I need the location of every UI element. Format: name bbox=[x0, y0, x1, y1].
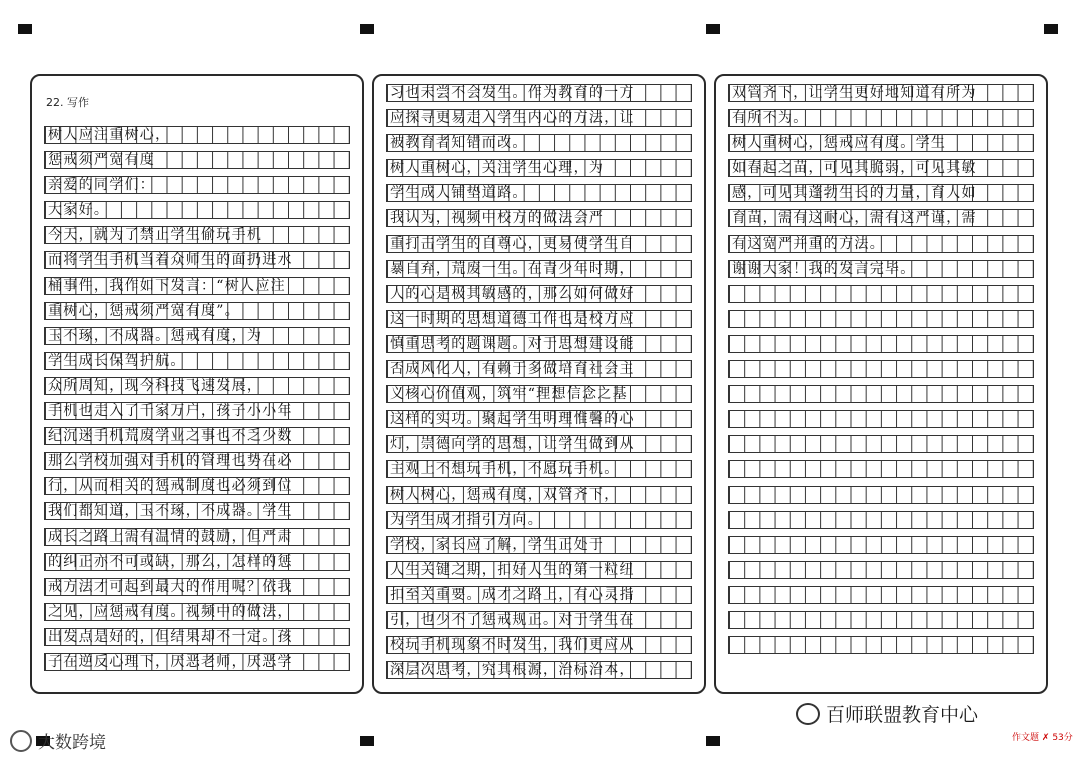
handwritten-line: 那么学校加强对手机的管理也势在必 bbox=[48, 453, 293, 470]
handwritten-line: 手机也走入了千家万户，孩子小小年 bbox=[48, 403, 293, 420]
check-mark-icon: ✗ bbox=[1041, 733, 1050, 743]
handwritten-line bbox=[729, 587, 732, 604]
handwritten-line: 今天，就为了禁止学生偷玩手机 bbox=[48, 227, 263, 244]
handwritten-line bbox=[729, 361, 732, 378]
grid-row bbox=[386, 486, 692, 504]
grid-row bbox=[386, 636, 692, 654]
grid-row bbox=[44, 352, 350, 370]
handwritten-line: 惩戒须严宽有度 bbox=[48, 152, 156, 169]
handwritten-line: 的纠正亦不可或缺，那么，怎样的惩 bbox=[48, 553, 293, 570]
handwritten-line: 习也未尝不会发生。作为教育的一方 bbox=[390, 85, 635, 101]
grid-row bbox=[386, 209, 692, 227]
handwritten-line: 之见，应惩戒有度。视频中的做法， bbox=[48, 603, 293, 620]
grid-row bbox=[44, 277, 350, 295]
grid-row bbox=[728, 611, 1034, 629]
grid-row bbox=[386, 460, 692, 478]
grid-row bbox=[44, 578, 350, 596]
handwritten-line bbox=[729, 512, 732, 529]
grid-row bbox=[728, 511, 1034, 529]
grid-row bbox=[728, 84, 1034, 102]
handwritten-line: 重树心，惩戒须严宽有度”。 bbox=[48, 302, 241, 319]
handwritten-line: 谢谢大家！我的发言完毕。 bbox=[732, 260, 916, 277]
watermark-text: 百师联盟教育中心 bbox=[826, 704, 979, 726]
source-label bbox=[10, 728, 106, 753]
handwritten-line bbox=[729, 461, 732, 478]
handwritten-line bbox=[729, 436, 732, 453]
handwritten-line bbox=[729, 612, 732, 629]
grid-row bbox=[386, 586, 692, 604]
handwritten-line bbox=[729, 411, 732, 428]
handwritten-line: 有所不为。 bbox=[732, 110, 809, 127]
handwritten-line bbox=[729, 537, 732, 554]
score-stamp bbox=[1012, 730, 1073, 743]
handwritten-line: 校玩手机现象不时发生，我们更应从 bbox=[390, 637, 635, 654]
grid-row bbox=[44, 126, 350, 144]
handwritten-line bbox=[729, 386, 732, 403]
grid-row bbox=[386, 109, 692, 127]
grid-row bbox=[728, 410, 1034, 428]
score-label: 作文题 bbox=[1012, 733, 1040, 743]
registration-mark bbox=[18, 24, 32, 34]
handwritten-line: 深层次思考，究其根源，治标治本， bbox=[390, 662, 635, 679]
handwritten-line: 亲爱的同学们： bbox=[48, 177, 156, 194]
grid-row bbox=[44, 402, 350, 420]
handwritten-line: 有这宽严并重的方法。 bbox=[732, 235, 885, 252]
writing-grid-1 bbox=[44, 126, 350, 671]
writing-grid-2 bbox=[386, 84, 692, 679]
handwritten-line: 大家好。 bbox=[48, 202, 110, 219]
handwritten-line: 子在逆反心理下，厌恶老师，厌恶学 bbox=[48, 653, 293, 670]
registration-mark bbox=[360, 736, 374, 746]
handwritten-line: 否成风化人，有赖于多做培育社会主 bbox=[390, 361, 635, 378]
handwritten-line: 树人重树心，惩戒应有度。学生 bbox=[732, 135, 947, 152]
grid-row bbox=[386, 159, 692, 177]
handwritten-line: 学生成长保驾护航。 bbox=[48, 352, 186, 369]
grid-row bbox=[386, 410, 692, 428]
grid-row bbox=[728, 134, 1034, 152]
handwritten-line: 慎重思考的题课题。对于思想建设能 bbox=[390, 335, 635, 352]
handwritten-line: 重打击学生的自尊心，更易使学生自 bbox=[390, 235, 635, 252]
handwritten-line: 纪沉迷手机荒废学业之事也不乏少数 bbox=[48, 428, 293, 445]
grid-row bbox=[44, 653, 350, 671]
handwritten-line: 树人应注重树心， bbox=[48, 127, 171, 143]
handwritten-line bbox=[729, 286, 732, 303]
registration-mark bbox=[706, 24, 720, 34]
handwritten-line: 双管齐下，让学生更好地知道有所为 bbox=[732, 85, 977, 101]
handwritten-line: 玉不琢，不成器。惩戒有度，为 bbox=[48, 327, 263, 344]
grid-row bbox=[728, 209, 1034, 227]
writing-grid-3 bbox=[728, 84, 1034, 654]
grid-row bbox=[728, 235, 1034, 253]
grid-row bbox=[44, 377, 350, 395]
handwritten-line: 人的心是极其敏感的，那么如何做好 bbox=[390, 285, 635, 302]
answer-sheet-panel-3 bbox=[714, 74, 1048, 694]
handwritten-line bbox=[729, 562, 732, 579]
grid-row bbox=[44, 628, 350, 646]
grid-row bbox=[44, 553, 350, 571]
grid-row bbox=[44, 151, 350, 169]
handwritten-line bbox=[729, 336, 732, 353]
grid-row bbox=[728, 486, 1034, 504]
section-title: 22. 写作 bbox=[46, 96, 89, 109]
score-value: 53分 bbox=[1052, 733, 1073, 743]
handwritten-line: 树人重树心，关注学生心理，为 bbox=[390, 160, 605, 177]
grid-row bbox=[728, 184, 1034, 202]
grid-row bbox=[728, 636, 1034, 654]
handwritten-line: 学生成人铺垫道路。 bbox=[390, 185, 528, 202]
grid-row bbox=[44, 176, 350, 194]
grid-row bbox=[728, 109, 1034, 127]
handwritten-line: 而将学生手机当着众师生的面扔进水 bbox=[48, 252, 293, 269]
grid-row bbox=[44, 226, 350, 244]
handwritten-line: 被教育者知错而改。 bbox=[390, 135, 528, 152]
grid-row bbox=[386, 310, 692, 328]
grid-row bbox=[728, 586, 1034, 604]
handwritten-line: 为学生成才指引方向。 bbox=[390, 511, 543, 528]
grid-row bbox=[386, 611, 692, 629]
grid-row bbox=[44, 427, 350, 445]
grid-row bbox=[386, 84, 692, 102]
handwritten-line: 桶事件，我作如下发言：“树人应注 bbox=[48, 277, 286, 294]
handwritten-line: 戒方法才可起到最大的作用呢？依我 bbox=[48, 578, 293, 595]
grid-row bbox=[44, 502, 350, 520]
handwritten-line: 这样的实功。聚起学生明理惟馨的心 bbox=[390, 411, 635, 428]
handwritten-line: 引，也少不了惩戒规正。对于学生在 bbox=[390, 611, 635, 628]
handwritten-line: 人生关键之期，扣好人生的第一粒纽 bbox=[390, 561, 635, 578]
grid-row bbox=[44, 452, 350, 470]
grid-row bbox=[728, 536, 1034, 554]
grid-row bbox=[728, 310, 1034, 328]
handwritten-line: 树人树心，惩戒有度，双管齐下， bbox=[390, 486, 620, 503]
handwritten-line: 扣至关重要。成才之路上，有心灵指 bbox=[390, 586, 635, 603]
grid-row bbox=[386, 385, 692, 403]
grid-row bbox=[728, 385, 1034, 403]
handwritten-line: 应探寻更易走入学生内心的方法，让 bbox=[390, 110, 635, 127]
handwritten-line: 我认为，视频中校方的做法会严 bbox=[390, 210, 605, 227]
grid-row bbox=[386, 134, 692, 152]
grid-row bbox=[44, 201, 350, 219]
handwritten-line: 育苗，需有这耐心，需有这严谨，需 bbox=[732, 210, 977, 227]
grid-row bbox=[386, 511, 692, 529]
grid-row bbox=[386, 235, 692, 253]
grid-row bbox=[386, 260, 692, 278]
wechat-icon bbox=[796, 703, 820, 725]
grid-row bbox=[386, 435, 692, 453]
grid-row bbox=[44, 327, 350, 345]
registration-mark bbox=[1044, 24, 1058, 34]
handwritten-line: 成长之路上需有温情的鼓励，但严肃 bbox=[48, 528, 293, 545]
grid-row bbox=[386, 184, 692, 202]
answer-sheet-panel-2 bbox=[372, 74, 706, 694]
registration-mark bbox=[360, 24, 374, 34]
handwritten-line: 主观上不想玩手机，不愿玩手机。 bbox=[390, 461, 620, 478]
grid-row bbox=[44, 603, 350, 621]
grid-row bbox=[386, 335, 692, 353]
grid-row bbox=[386, 285, 692, 303]
registration-mark bbox=[706, 736, 720, 746]
grid-row bbox=[728, 360, 1034, 378]
grid-row bbox=[728, 260, 1034, 278]
grid-row bbox=[728, 285, 1034, 303]
handwritten-line: 行，从而相关的惩戒制度也必须到位 bbox=[48, 478, 293, 495]
grid-row bbox=[728, 335, 1034, 353]
handwritten-line bbox=[729, 311, 732, 328]
grid-row bbox=[44, 251, 350, 269]
grid-row bbox=[386, 360, 692, 378]
handwritten-line: 灯，崇德向学的思想，让学生做到从 bbox=[390, 436, 635, 453]
brand-logo-icon bbox=[10, 730, 32, 752]
grid-row bbox=[386, 561, 692, 579]
source-label-text: 大数跨境 bbox=[38, 733, 106, 753]
grid-row bbox=[728, 435, 1034, 453]
grid-row bbox=[728, 460, 1034, 478]
handwritten-line: 义核心价值观，筑牢“理想信念之基 bbox=[390, 386, 628, 403]
handwritten-line bbox=[729, 637, 732, 654]
handwritten-line: 众所周知，现今科技飞速发展， bbox=[48, 377, 263, 394]
handwritten-line: 学校，家长应了解，学生正处于 bbox=[390, 536, 605, 553]
answer-sheet-panel-1 bbox=[30, 74, 364, 694]
handwritten-line: 暴自弃，荒废一生。在青少年时期， bbox=[390, 260, 635, 277]
handwritten-line: 这一时期的思想道德工作也是校方应 bbox=[390, 310, 635, 327]
handwritten-line bbox=[729, 487, 732, 504]
grid-row bbox=[728, 561, 1034, 579]
grid-row bbox=[386, 661, 692, 679]
grid-row bbox=[44, 477, 350, 495]
grid-row bbox=[728, 159, 1034, 177]
handwritten-line: 我们都知道，玉不琢，不成器。学生 bbox=[48, 503, 293, 520]
grid-row bbox=[44, 302, 350, 320]
handwritten-line: 如春起之苗，可见其脆弱，可见其敏 bbox=[732, 160, 977, 177]
handwritten-line: 感，可见其蓬勃生长的力量，育人如 bbox=[732, 185, 977, 202]
handwritten-line: 出发点是好的，但结果却不一定。孩 bbox=[48, 628, 293, 645]
grid-row bbox=[386, 536, 692, 554]
grid-row bbox=[44, 528, 350, 546]
watermark bbox=[796, 700, 978, 727]
